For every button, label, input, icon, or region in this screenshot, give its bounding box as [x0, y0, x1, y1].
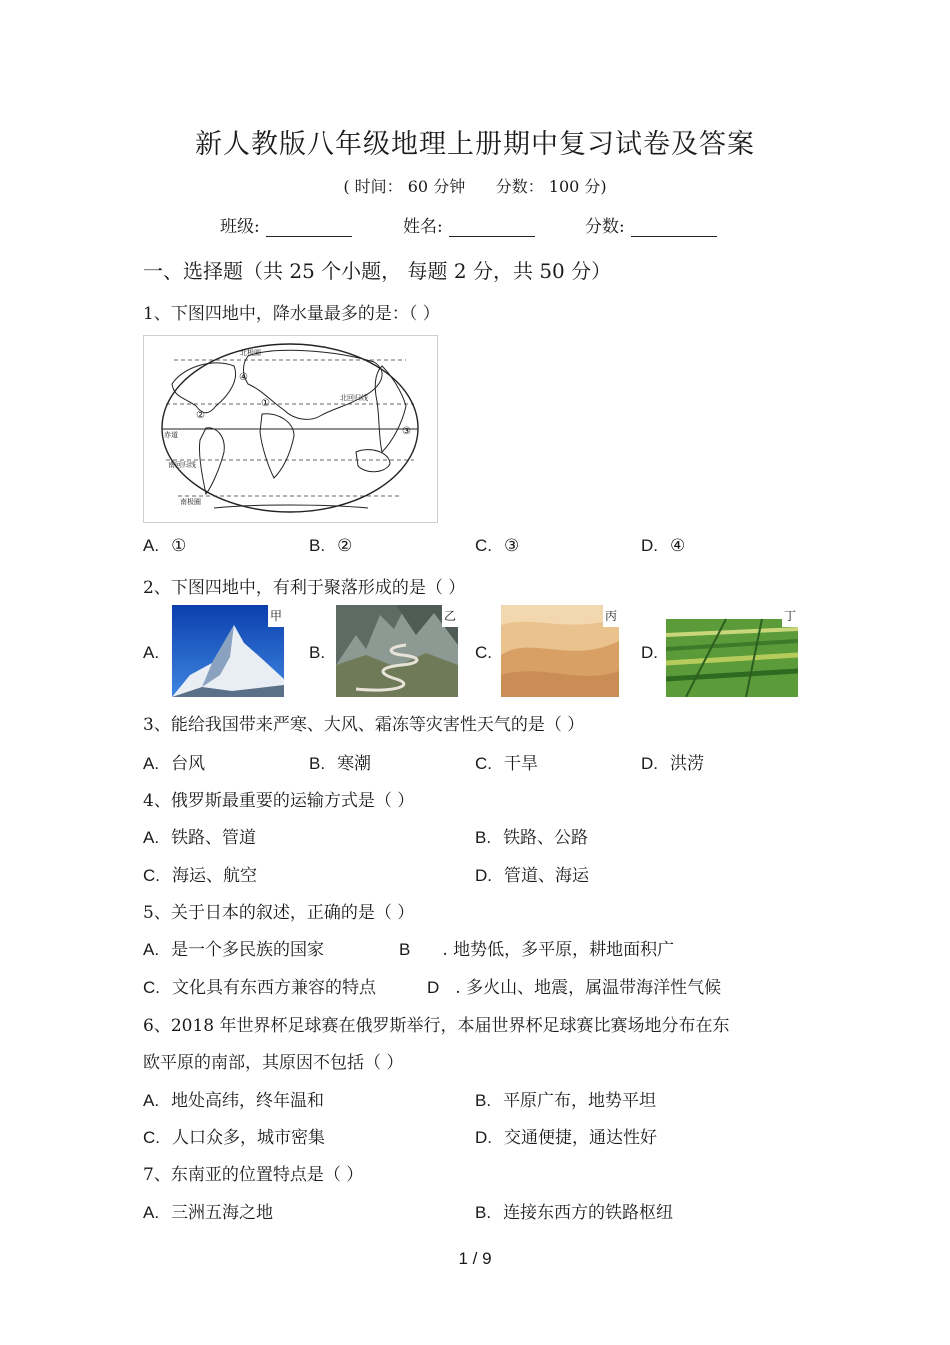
page-number: 1 / 9 [458, 1249, 492, 1268]
question-5-stem: 5、关于日本的叙述，正确的是（ ） [143, 903, 415, 923]
antarctic-circle-label: 南极圈 [180, 498, 201, 506]
q5-option-d[interactable]: D . 多火山、地震，属温带海洋性气候 [427, 978, 722, 998]
q7-option-a[interactable]: A. 三洲五海之地 [143, 1203, 274, 1223]
q6-option-d[interactable]: D. 交通便捷，通达性好 [475, 1128, 657, 1148]
q2-image-winding-road[interactable] [336, 605, 458, 697]
marker-2: ② [196, 410, 205, 421]
q3-option-a[interactable]: A. 台风 [143, 754, 206, 774]
q3-option-c[interactable]: C. 干旱 [475, 754, 538, 774]
q1-option-c[interactable]: C. ③ [475, 536, 520, 556]
question-6-stem-line1: 6、2018 年世界杯足球赛在俄罗斯举行，本届世界杯足球赛比赛场地分布在东 [143, 1016, 730, 1036]
q3-option-d[interactable]: D. 洪涝 [641, 754, 704, 774]
tropic-north-label: 北回归线 [340, 394, 368, 402]
class-label: 班级: [220, 217, 260, 237]
question-4-stem: 4、俄罗斯最重要的运输方式是（ ） [143, 791, 415, 811]
score-blank [631, 218, 717, 237]
marker-4: ④ [239, 372, 248, 383]
marker-1: ① [261, 398, 270, 409]
q1-option-d[interactable]: D. ④ [641, 536, 686, 556]
q4-option-a[interactable]: A. 铁路、管道 [143, 828, 257, 848]
page-title: 新人教版八年级地理上册期中复习试卷及答案 [195, 129, 755, 160]
q2-image-farmland[interactable] [666, 605, 798, 697]
name-blank [449, 218, 535, 237]
q5-option-a[interactable]: A. 是一个多民族的国家 [143, 940, 325, 960]
q1-option-b[interactable]: B. ② [309, 536, 353, 556]
q6-option-b[interactable]: B. 平原广布，地势平坦 [475, 1091, 657, 1111]
q4-option-b[interactable]: B. 铁路、公路 [475, 828, 589, 848]
q5-option-b[interactable]: B . 地势低，多平原，耕地面积广 [399, 940, 675, 960]
q2-option-d-letter[interactable]: D. [641, 643, 658, 662]
q2-tag-jia: 甲 [268, 605, 284, 627]
q5-option-c[interactable]: C. 文化具有东西方兼容的特点 [143, 978, 376, 998]
name-label: 姓名: [403, 217, 443, 237]
name-field [403, 212, 535, 237]
q2-option-a-letter[interactable]: A. [143, 643, 160, 662]
q6-option-a[interactable]: A. 地处高纬，终年温和 [143, 1091, 325, 1111]
q3-option-b[interactable]: B. 寒潮 [309, 754, 372, 774]
question-3-stem: 3、能给我国带来严寒、大风、霜冻等灾害性天气的是（ ） [143, 715, 585, 735]
question-1-stem: 1、下图四地中，降水量最多的是：（ ） [143, 304, 440, 324]
marker-3: ③ [402, 426, 411, 437]
world-map [144, 336, 437, 522]
q2-image-mountain[interactable] [172, 605, 284, 697]
q2-tag-ding: 丁 [782, 605, 798, 627]
q6-option-c[interactable]: C. 人口众多，城市密集 [143, 1128, 325, 1148]
question-6-stem-line2: 欧平原的南部，其原因不包括（ ） [143, 1053, 404, 1073]
arctic-circle-label: 北极圈 [240, 349, 261, 357]
section-heading: 一、选择题（共 25 个小题， 每题 2 分，共 50 分） [143, 259, 612, 283]
q4-option-c[interactable]: C. 海运、航空 [143, 866, 257, 886]
q1-option-a[interactable]: A. ① [143, 536, 187, 556]
question-2-stem: 2、下图四地中，有利于聚落形成的是（ ） [143, 578, 466, 598]
q4-option-d[interactable]: D. 管道、海运 [475, 866, 589, 886]
q2-image-desert[interactable] [501, 605, 619, 697]
q7-option-b[interactable]: B. 连接东西方的铁路枢纽 [475, 1203, 674, 1223]
class-field [220, 212, 352, 237]
score-field [585, 212, 717, 237]
exam-subtitle: ( 时间： 60 分钟 分数： 100 分) [343, 177, 607, 196]
world-map-figure [143, 335, 438, 523]
question-7-stem: 7、东南亚的位置特点是（ ） [143, 1165, 364, 1185]
q2-option-c-letter[interactable]: C. [475, 643, 492, 662]
q2-option-b-letter[interactable]: B. [309, 643, 326, 662]
q2-tag-yi: 乙 [442, 605, 458, 627]
tropic-south-label: 南回归线 [168, 461, 196, 469]
q2-tag-bing: 丙 [603, 605, 619, 627]
score-label: 分数: [585, 217, 625, 237]
class-blank [266, 218, 352, 237]
equator-label: 赤道 [164, 431, 178, 439]
